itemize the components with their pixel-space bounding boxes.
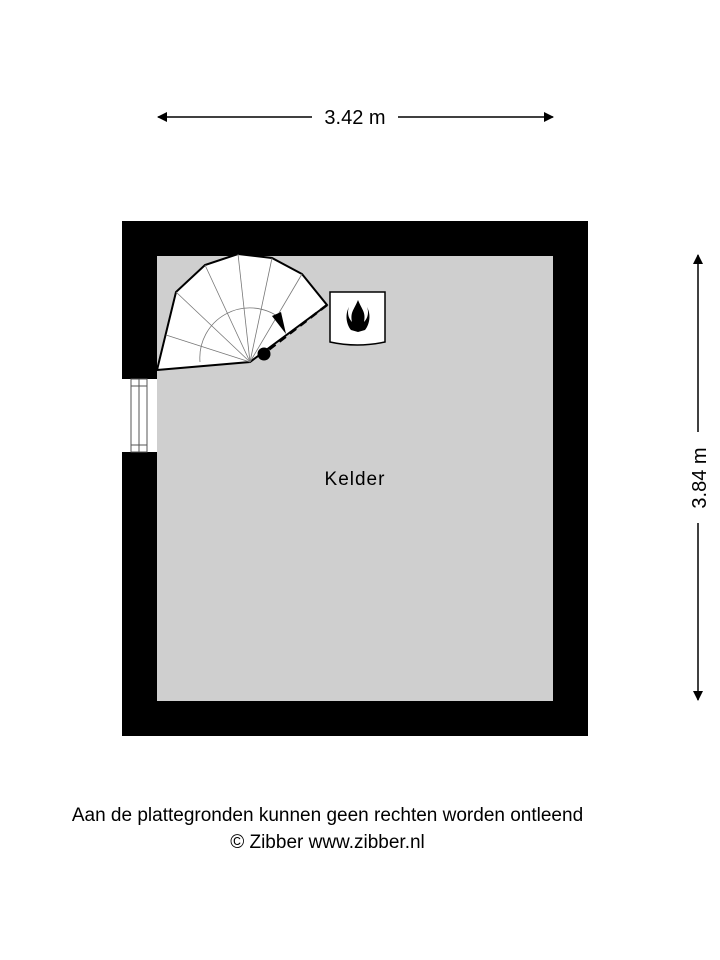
- height-dimension: [689, 255, 711, 700]
- boiler-flame-icon: [330, 292, 385, 345]
- height-label: 3.84 m: [689, 447, 711, 509]
- width-dimension: [158, 107, 553, 129]
- disclaimer-text: Aan de plattegronden kunnen geen rechten worden ontleend: [71, 805, 584, 826]
- room-label: Kelder: [324, 469, 386, 490]
- copyright-text: © Zibber www.zibber.nl: [230, 832, 425, 853]
- width-label: 3.42 m: [324, 107, 386, 129]
- window: [122, 379, 157, 452]
